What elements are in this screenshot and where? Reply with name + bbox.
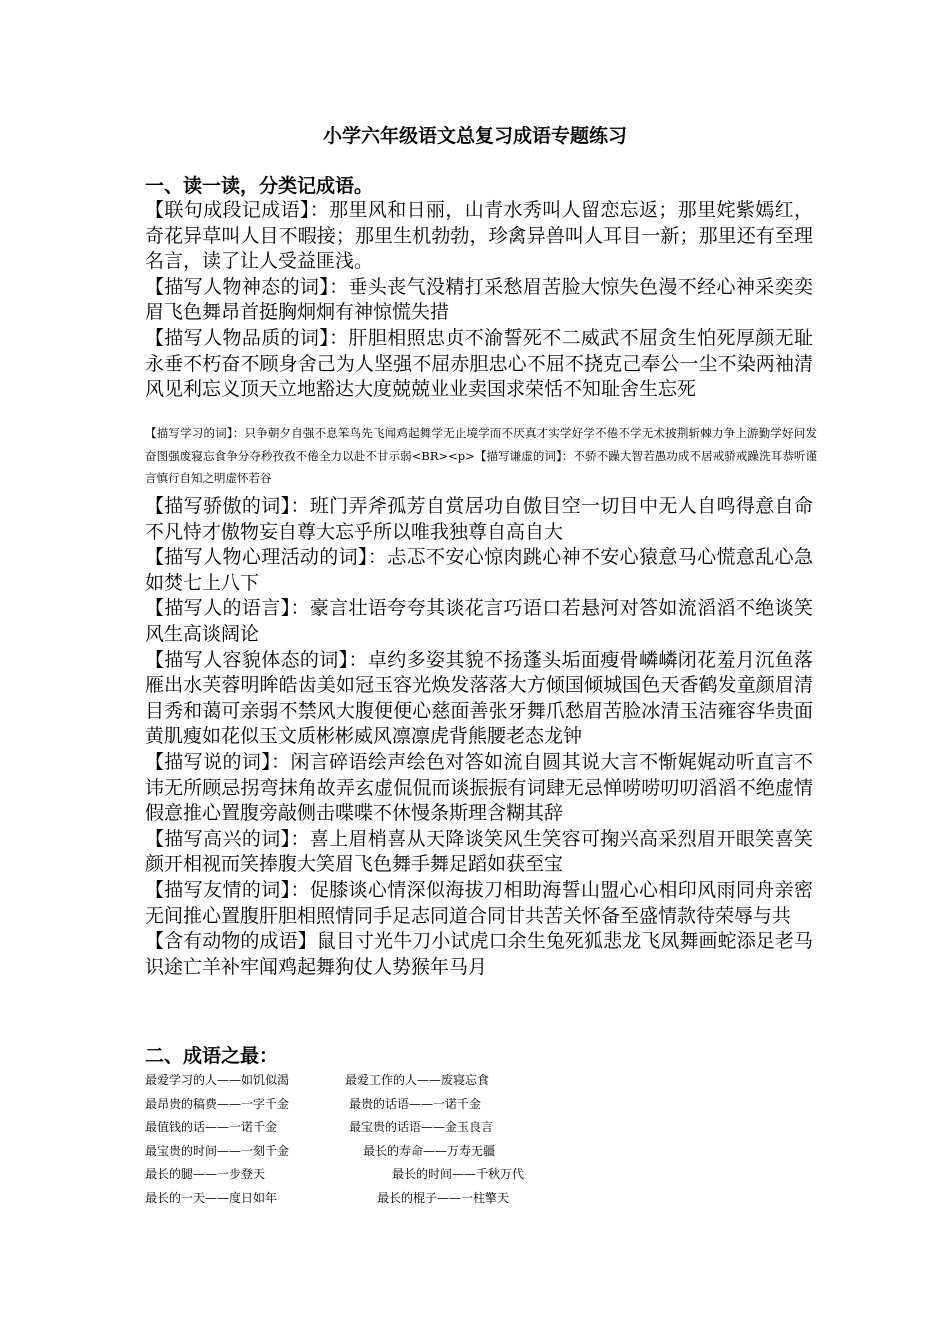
idiom-text: ：卓约多姿其貌不扬蓬头垢面瘦骨嶙嶙闭花羞月沉鱼落雁出水芙蓉明眸皓齿美如冠玉容光焕发落落大方倾国倾城国色天香鹤发童颜眉清目秀和蔼可亲弱不禁风大腹便便心慈面善张牙舞爪愁眉苦脸冰清玉洁雍容华贵面黄肌瘦如花似玉文质彬彬威风凛凛虎背熊腰老态龙钟 <box>145 648 813 748</box>
idiom-paragraph <box>145 545 813 596</box>
idiom-text: ：闲言碎语绘声绘色对答如流自圆其说大言不惭娓娓动听直言不讳无所顾忌拐弯抹角故弄玄虚侃侃而谈振振有词肆无忌惮唠唠叨叨滔滔不绝虚情假意推心置腹旁敲侧击喋喋不休慢条斯理含糊其辞 <box>145 750 813 825</box>
category-label: 【描写人容貌体态的词】 <box>145 648 349 671</box>
category-label: 【联句成段记成语】 <box>145 199 310 221</box>
category-label: 【描写友情的词】 <box>145 878 291 901</box>
superlative-row <box>145 1187 705 1211</box>
idiom-paragraph <box>145 750 813 827</box>
category-label: 【含有动物的成语】 <box>145 930 317 953</box>
category-label: 【描写骄傲的词】 <box>145 495 291 517</box>
superlative-left: 最长的腿——一步登天 <box>145 1167 266 1181</box>
superlative-right: 最爱工作的人——废寝忘食 <box>345 1073 490 1087</box>
idiom-text: ：班门弄斧孤芳自赏居功自傲目空一切目中无人自鸣得意自命不凡恃才傲物妄自尊大忘乎所以唯我独尊自高自大 <box>145 495 813 543</box>
superlative-right: 最宝贵的话语——金玉良言 <box>349 1120 494 1134</box>
idiom-paragraph <box>145 326 813 403</box>
idiom-text: ：促膝谈心情深似海拔刀相助海誓山盟心心相印风雨同舟亲密无间推心置腹肝胆相照情同手足志同道合同甘共苦关怀备至盛情款待荣辱与共 <box>145 878 813 927</box>
idiom-text: ：喜上眉梢喜从天降谈笑风生笑容可掬兴高采烈眉开眼笑喜笑颜开相视而笑捧腹大笑眉飞色舞手舞足蹈如获至宝 <box>145 827 813 876</box>
superlatives-list <box>145 1069 705 1210</box>
section1-bottom-block <box>145 494 813 980</box>
category-label: 【描写高兴的词】 <box>145 827 291 850</box>
superlative-row <box>145 1093 705 1117</box>
idiom-paragraph <box>145 929 813 980</box>
idiom-paragraph <box>145 494 813 545</box>
superlative-right: 最长的棍子——一柱擎天 <box>377 1190 510 1205</box>
superlative-right: 最贵的话语——一诺千金 <box>349 1096 482 1111</box>
idiom-text: ：豪言壮语夸夸其谈花言巧语口若悬河对答如流滔滔不绝谈笑风生高谈阔论 <box>145 597 813 645</box>
idiom-paragraph <box>145 198 813 275</box>
small-print-paragraph: 【描写学习的词】：只争朝夕自强不息笨鸟先飞闻鸡起舞学无止境学而不厌真才实学好学不倦不学无术披荆斩棘力争上游勤学好问发奋图强废寝忘食争分夺秒孜孜不倦全力以赴不甘示弱<BR><p>【描写谦虚的词】：不骄不躁大智若愚功成不居戒骄戒躁洗耳恭听谨言慎行自知之明虚怀若谷 <box>145 426 817 485</box>
idiom-paragraph <box>145 878 813 929</box>
superlative-left: 最长的一天——度日如年 <box>145 1190 278 1205</box>
idiom-text: ：那里风和日丽，山青水秀叫人留恋忘返；那里姹紫嫣红，奇花异草叫人目不暇接；那里生机勃勃，珍禽异兽叫人耳目一新；那里还有至理名言，读了让人受益匪浅。 <box>145 199 813 273</box>
section2-heading: 二、成语之最： <box>145 1045 279 1067</box>
superlative-right: 最长的寿命——万寿无疆 <box>363 1143 496 1158</box>
category-label: 【描写说的词】 <box>145 750 272 773</box>
idiom-text: ：忐忑不安心惊肉跳心神不安心猿意马心慌意乱心急如焚七上八下 <box>145 546 813 594</box>
idiom-paragraph <box>145 827 813 878</box>
superlative-left: 最值钱的话——一诺千金 <box>145 1120 278 1134</box>
idiom-text: ：肝胆相照忠贞不渝誓死不二威武不屈贪生怕死厚颜无耻永垂不朽奋不顾身舍己为人坚强不屈赤胆忠心不屈不挠克己奉公一尘不染两袖清风见利忘义顶天立地豁达大度兢兢业业卖国求荣恬不知耻舍生忘死 <box>145 326 813 401</box>
superlative-left: 最昂贵的稿费——一字千金 <box>145 1096 290 1111</box>
category-label: 【描写人物品质的词】 <box>145 326 330 349</box>
superlative-row <box>145 1163 705 1187</box>
category-label: 【描写人的语言】 <box>145 597 291 620</box>
superlative-row <box>145 1140 705 1164</box>
idiom-paragraph <box>145 596 813 647</box>
section1-top-block <box>145 198 813 403</box>
superlative-row <box>145 1069 705 1093</box>
section1-heading: 一、读一读，分类记成语。 <box>145 175 374 197</box>
category-label: 【描写人物神态的词】 <box>145 275 330 298</box>
idiom-paragraph <box>145 275 813 326</box>
idiom-paragraph <box>145 648 813 750</box>
superlative-left: 最爱学习的人——如饥似渴 <box>145 1073 290 1087</box>
superlative-right: 最长的时间——千秋万代 <box>392 1167 525 1181</box>
superlative-left: 最宝贵的时间——一刻千金 <box>145 1143 290 1158</box>
document-title: 小学六年级语文总复习成语专题练习 <box>322 125 627 147</box>
idiom-text: 鼠目寸光牛刀小试虎口余生兔死狐悲龙飞凤舞画蛇添足老马识途亡羊补牢闻鸡起舞狗仗人势猴年马月 <box>145 930 813 978</box>
superlative-row <box>145 1116 705 1140</box>
idiom-text: ：垂头丧气没精打采愁眉苦脸大惊失色漫不经心神采奕奕眉飞色舞昂首挺胸炯炯有神惊慌失措 <box>145 275 813 324</box>
category-label: 【描写人物心理活动的词】 <box>145 546 368 569</box>
